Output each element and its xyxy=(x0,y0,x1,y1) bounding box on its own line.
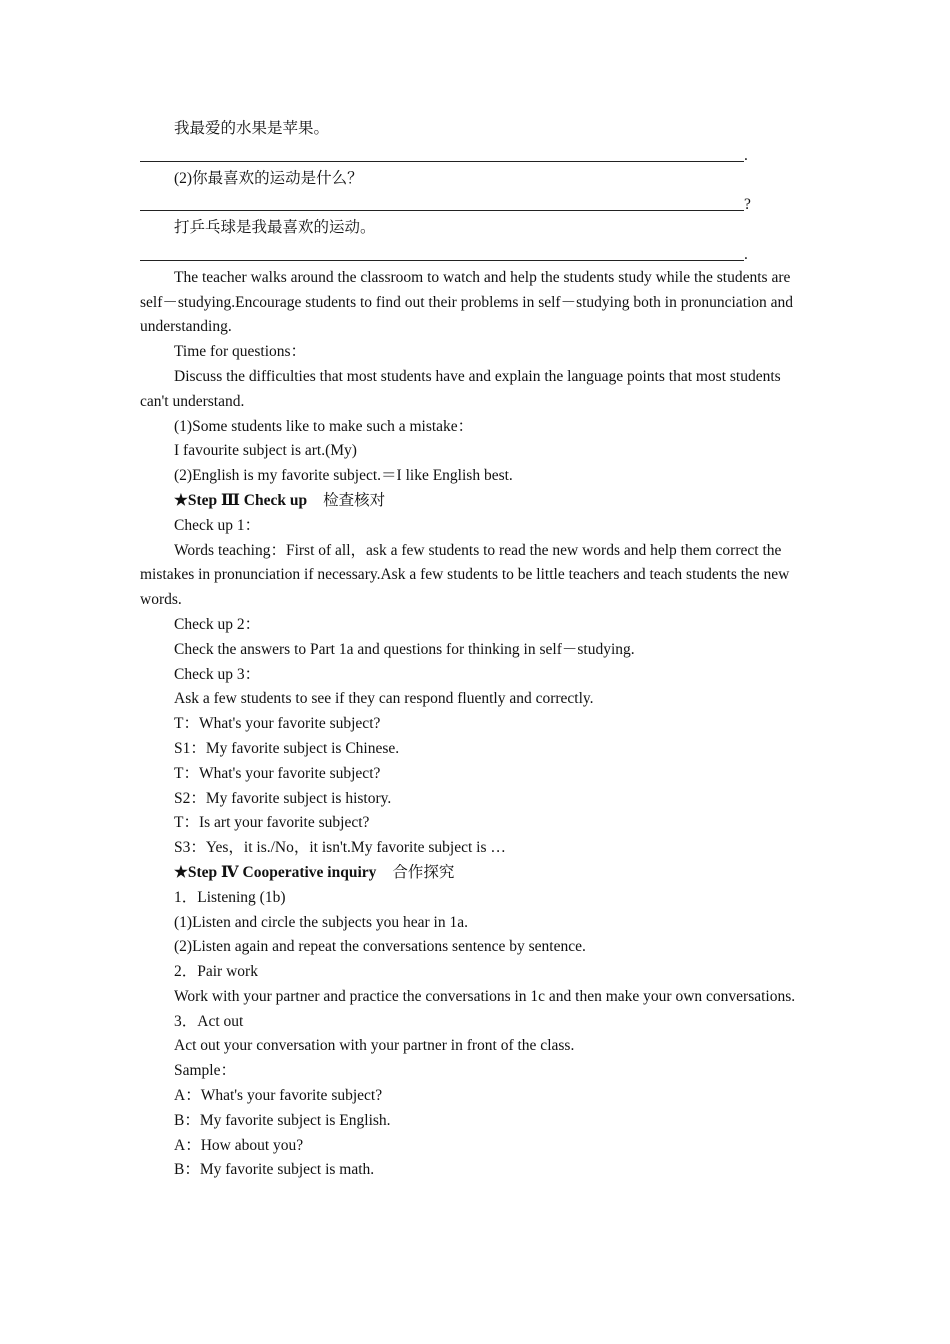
step3-heading xyxy=(140,489,812,514)
act-out-text: Act out your conversation with your partner in front of the class. xyxy=(174,1037,575,1055)
language-point-1: (1)Some students like to make such a mistake： xyxy=(174,417,474,435)
step4-title-cn: 合作探究 xyxy=(392,863,455,881)
answer-blank-1[interactable] xyxy=(140,142,812,167)
step3-title-cn: 检查核对 xyxy=(323,491,386,509)
blank-end-mark: ? xyxy=(744,196,751,214)
check-up-3-label: Check up 3： xyxy=(174,665,261,683)
document-page xyxy=(140,117,812,1183)
pair-work-text: Work with your partner and practice the conversations in 1c and then make your own conversations. xyxy=(174,987,796,1005)
answer-line xyxy=(140,260,744,261)
dialogue-line: T：Is art your favorite subject? xyxy=(174,814,370,832)
listening-task-2: (2)Listen again and repeat the conversations sentence by sentence. xyxy=(174,938,586,956)
blank-prompt-3: 打乒乓球是我最喜欢的运动。 xyxy=(174,219,376,237)
self-study-paragraph: The teacher walks around the classroom to watch and help the students study while the students are self－studying.Encourage students to find out their problems in self－studying both in pronunciation and understanding. xyxy=(140,268,794,336)
sample-line: A：What's your favorite subject? xyxy=(174,1087,383,1105)
answer-line xyxy=(140,161,744,162)
act-out-label: 3．Act out xyxy=(174,1012,244,1030)
check-up-2-label: Check up 2： xyxy=(174,615,261,633)
check-up-3-text: Ask a few students to see if they can respond fluently and correctly. xyxy=(174,690,594,708)
sample-line: B：My favorite subject is math. xyxy=(174,1161,375,1179)
blank-prompt-1: 我最爱的水果是苹果。 xyxy=(174,120,330,137)
dialogue-line: S1：My favorite subject is Chinese. xyxy=(174,739,400,757)
sample-line: A：How about you? xyxy=(174,1136,304,1154)
sample-line: B：My favorite subject is English. xyxy=(174,1111,391,1129)
questions-paragraph: Discuss the difficulties that most students have and explain the language points that most students can't understand. xyxy=(140,367,781,410)
sample-label: Sample： xyxy=(174,1062,236,1080)
step3-title: ★Step Ⅲ Check up xyxy=(174,491,308,509)
listening-task-1: (1)Listen and circle the subjects you hear in 1a. xyxy=(174,913,468,931)
check-up-1-label: Check up 1： xyxy=(174,516,261,534)
answer-blank-2[interactable] xyxy=(140,191,812,216)
dialogue-line: T：What's your favorite subject? xyxy=(174,715,381,733)
dialogue-line: T：What's your favorite subject? xyxy=(174,764,381,782)
answer-line xyxy=(140,210,744,211)
check-up-2-text: Check the answers to Part 1a and questions for thinking in self－studying. xyxy=(174,640,635,658)
blank-prompt-2: (2)你最喜欢的运动是什么？ xyxy=(174,169,363,187)
check-up-1-text: Words teaching：First of all，ask a few students to read the new words and help them correct the mistakes in pronunciation if necessary.Ask a few students to be little teachers and teach students the new words. xyxy=(140,541,790,609)
listening-label: 1．Listening (1b) xyxy=(174,888,286,906)
language-point-2: (2)English is my favorite subject.＝I like English best. xyxy=(174,467,513,485)
pair-work-label: 2．Pair work xyxy=(174,963,258,981)
step4-title: ★Step Ⅳ Cooperative inquiry xyxy=(174,863,377,881)
dialogue-line: S2：My favorite subject is history. xyxy=(174,789,392,807)
blank-end-mark: . xyxy=(744,245,748,263)
questions-heading: Time for questions： xyxy=(174,343,307,361)
blank-end-mark: . xyxy=(744,146,748,164)
dialogue-line: S3：Yes，it is./No，it isn't.My favorite subject is … xyxy=(174,839,506,857)
step4-heading xyxy=(140,861,812,886)
language-point-1-example: I favourite subject is art.(My) xyxy=(174,442,357,460)
answer-blank-3[interactable] xyxy=(140,241,812,266)
